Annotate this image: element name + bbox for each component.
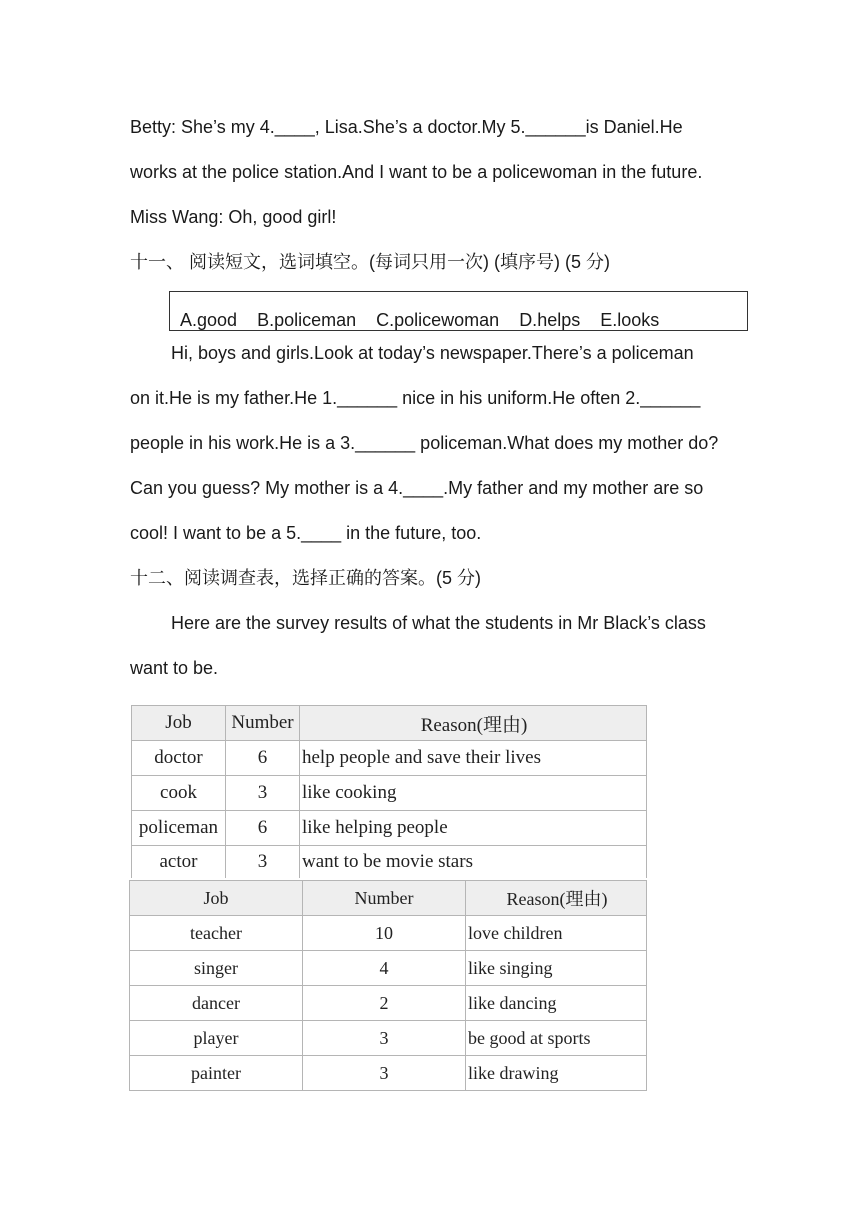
column-header: Job — [130, 881, 303, 916]
cell-reason: like singing — [466, 951, 647, 986]
section-11-heading: 十一、 阅读短文，选词填空。(每词只用一次) (填序号) (5 分) — [130, 252, 610, 272]
intro-line-1: Here are the survey results of what the students in Mr Black’s class — [171, 613, 706, 633]
column-header: Reason(理由) — [300, 706, 647, 741]
column-header: Reason(理由) — [466, 881, 647, 916]
cell-number: 3 — [226, 846, 300, 879]
cell-number: 3 — [303, 1021, 466, 1056]
table-row — [132, 811, 647, 846]
cell-job: actor — [132, 846, 226, 879]
cell-number: 3 — [303, 1056, 466, 1091]
table-row — [130, 1021, 647, 1056]
passage-line-2: on it.He is my father.He 1.______ nice in his uniform.He often 2.______ — [130, 388, 701, 408]
table-row — [132, 741, 647, 776]
cell-job: policeman — [132, 811, 226, 846]
survey-table-2 — [129, 880, 647, 1091]
cell-reason: want to be movie stars — [300, 846, 647, 879]
cell-number: 4 — [303, 951, 466, 986]
cell-reason: be good at sports — [466, 1021, 647, 1056]
word-option: B.policeman — [257, 310, 357, 330]
table-row — [130, 951, 647, 986]
cell-reason: like dancing — [466, 986, 647, 1021]
passage-line-3: people in his work.He is a 3.______ policeman.What does my mother do? — [130, 433, 719, 453]
survey-table-1 — [131, 705, 647, 878]
cell-reason: like cooking — [300, 776, 647, 811]
word-option: E.looks — [600, 310, 660, 330]
dialogue-line-2: works at the police station.And I want to be a policewoman in the future. — [130, 162, 703, 182]
column-header: Number — [303, 881, 466, 916]
column-header: Job — [132, 706, 226, 741]
dialogue-line-3: Miss Wang: Oh, good girl! — [130, 207, 337, 227]
passage-line-1: Hi, boys and girls.Look at today’s newspaper.There’s a policeman — [171, 343, 694, 363]
word-option: D.helps — [519, 310, 581, 330]
cell-reason: like drawing — [466, 1056, 647, 1091]
table-row — [130, 986, 647, 1021]
table-header-row — [132, 706, 647, 741]
intro-line-2: want to be. — [130, 658, 219, 678]
cell-number: 6 — [226, 741, 300, 776]
word-option: C.policewoman — [376, 310, 500, 330]
cell-number: 6 — [226, 811, 300, 846]
column-header: Number — [226, 706, 300, 741]
cell-job: painter — [130, 1056, 303, 1091]
cell-number: 3 — [226, 776, 300, 811]
cell-reason: help people and save their lives — [300, 741, 647, 776]
cell-job: singer — [130, 951, 303, 986]
word-option: A.good — [180, 310, 238, 330]
cell-job: player — [130, 1021, 303, 1056]
table-header-row — [130, 881, 647, 916]
cell-reason: love children — [466, 916, 647, 951]
passage-line-5: cool! I want to be a 5.____ in the future, too. — [130, 523, 482, 543]
cell-job: doctor — [132, 741, 226, 776]
table-row — [130, 1056, 647, 1091]
table-row — [130, 916, 647, 951]
passage-line-4: Can you guess? My mother is a 4.____.My father and my mother are so — [130, 478, 704, 498]
word-bank — [180, 308, 679, 332]
section-12-heading: 十二、阅读调查表，选择正确的答案。(5 分) — [130, 568, 481, 588]
word-bank-box — [169, 291, 748, 331]
dialogue-line-1: Betty: She’s my 4.____, Lisa.She’s a doctor.My 5.______is Daniel.He — [130, 117, 683, 137]
cell-number: 10 — [303, 916, 466, 951]
table-row — [132, 846, 647, 879]
cell-job: teacher — [130, 916, 303, 951]
cell-job: cook — [132, 776, 226, 811]
table-row — [132, 776, 647, 811]
cell-reason: like helping people — [300, 811, 647, 846]
cell-number: 2 — [303, 986, 466, 1021]
cell-job: dancer — [130, 986, 303, 1021]
